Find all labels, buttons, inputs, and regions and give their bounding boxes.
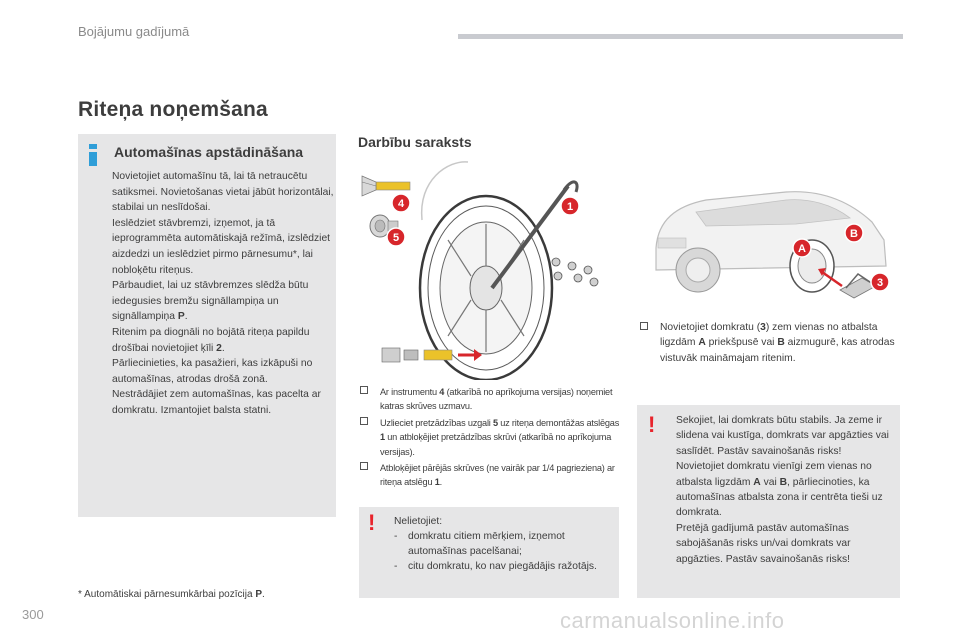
steps-list: [360, 385, 622, 492]
info-paragraph: Pārbaudiet, lai uz stāvbremzes slēdža būtu iedegusies bremžu signāllampiņa un signāllampiņa P.: [112, 280, 309, 323]
warning-icon: !: [368, 510, 376, 535]
info-paragraph: Nestrādājiet zem automašīnas, kas pacelta ar domkratu. Izmantojiet balsta statni.: [112, 389, 321, 416]
step-bullet-icon: [640, 322, 648, 330]
info-box-body: [112, 169, 334, 419]
info-paragraph: Pārliecinieties, ka pasažieri, kas izkāpuši no automašīnas, atrodas drošā zonā.: [112, 358, 313, 385]
header-bar: [458, 34, 903, 39]
warning-text: [676, 413, 896, 567]
step-item: Atbloķējiet pārējās skrūves (ne vairāk par 1/4 pagrieziena) ar riteņa atslēgu 1.: [360, 461, 622, 490]
warning-text: [394, 514, 614, 574]
callout-3-label: 3: [876, 277, 884, 289]
callout-B-label: B: [850, 228, 858, 240]
callout-4: [392, 194, 410, 212]
info-paragraph: Ieslēdziet stāvbremzi, izņemot, ja tā ieprogrammēta automātiskajā režīmā, izslēdziet aizdedzi un ieslēdziet pirmo pārnesumu*, lai nobloķētu riteņus.: [112, 217, 331, 276]
wheel-image: [420, 162, 552, 380]
info-paragraph: Ritenim pa diognāli no bojātā riteņa papildu drošībai novietojiet ķīli 2.: [112, 326, 310, 354]
callout-1: [561, 197, 579, 215]
car-step-item: Novietojiet domkratu (3) zem vienas no atbalsta ligzdām A priekšpusē vai B aizmugurē, kas atrodas vistuvāk maināmajam ritenim.: [640, 320, 898, 368]
callout-A: [793, 239, 811, 257]
footnote: * Automātiskai pārnesumkārbai pozīcija P.: [78, 589, 265, 600]
steps-title: Darbību saraksts: [358, 134, 472, 150]
warning-list-item: - domkratu citiem mērķiem, izņemot automašīnas pacelšanai;: [394, 531, 565, 557]
callout-1-label: 1: [566, 201, 574, 213]
info-icon: [86, 144, 100, 166]
car-illustration: [636, 178, 898, 306]
wheel-bolts-image: [552, 258, 598, 286]
callout-B: [845, 224, 863, 242]
page-title: Riteņa noņemšana: [78, 98, 268, 121]
callout-A-label: A: [798, 243, 806, 255]
warning-list-item: - citu domkratu, ko nav piegādājis ražotājs.: [394, 561, 597, 572]
info-box-title: Automašīnas apstādināšana: [114, 144, 304, 160]
section-label: Bojājumu gadījumā: [78, 24, 190, 39]
warning-paragraph: Novietojiet domkratu vienīgi zem vienas no atbalsta ligzdām A vai B, pārliecinoties, ka automašīnas atbalsta zona ir centrēta tieši uz domkrata.: [676, 461, 883, 519]
page-number: 300: [22, 607, 44, 622]
step-item: Ar instrumentu 4 (atkarībā no aprīkojuma versijas) noņemiet katras skrūves uzmavu.: [360, 385, 622, 414]
watermark: carmanualsonline.info: [560, 608, 785, 633]
step-bullet-icon: [360, 462, 368, 470]
warning-paragraph: Pretējā gadījumā pastāv automašīnas sabojāšanās risks un/vai domkrats var apgāzties. Pastāv savainošanās risks!: [676, 522, 851, 565]
wheel-illustration: [358, 160, 618, 380]
warning-icon: !: [648, 412, 656, 437]
step-bullet-icon: [360, 417, 368, 425]
callout-4-label: 4: [397, 198, 405, 210]
socket-tool-image: [362, 176, 410, 196]
step-bullet-icon: [360, 386, 368, 394]
callout-5: [387, 228, 405, 246]
callout-3: [871, 273, 889, 291]
callout-5-label: 5: [392, 232, 400, 244]
jack-image: [840, 274, 876, 298]
warning-paragraph: Sekojiet, lai domkrats būtu stabils. Ja zeme ir slidena vai kustīga, domkrats var apgāzties vai saslīdēt. Pastāv savainošanās risks!: [676, 415, 889, 457]
warning-intro: Nelietojiet:: [394, 516, 443, 527]
step-item: Uzlieciet pretzādzības uzgali 5 uz riteņa demontāžas atslēgas 1 un atbloķējiet pretzādzības skrūvi (atkarībā no aprīkojuma versijas).: [360, 416, 622, 459]
info-paragraph: Novietojiet automašīnu tā, lai tā netraucētu satiksmei. Novietošanas vietai jābūt horizontālai, stabilai un neslīdošai.: [112, 171, 334, 214]
